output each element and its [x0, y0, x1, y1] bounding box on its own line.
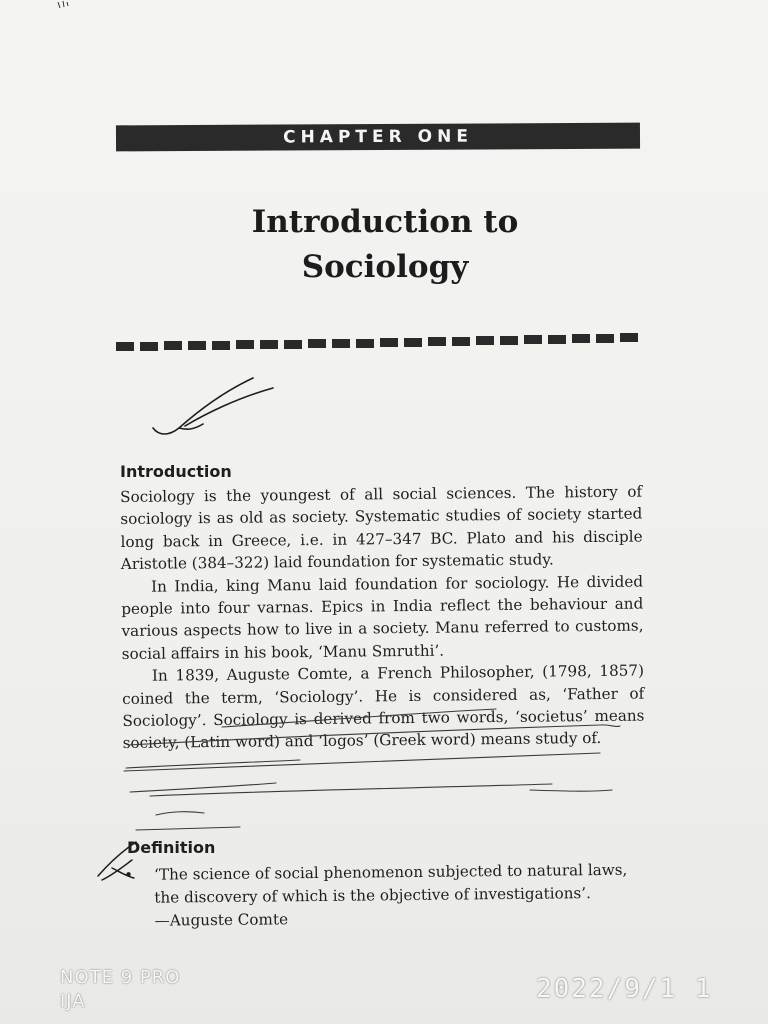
- dashed-divider: [116, 330, 640, 352]
- paragraph-2: In India, king Manu laid foundation for sociology. He divided people into four varnas. Epics in India reflect the behaviour and various aspects how to live in a society. Manu referred to customs, social affairs in his book, ‘Manu Smruthi’.: [121, 572, 644, 663]
- device-brand: IJA: [60, 991, 86, 1012]
- chapter-banner: [116, 123, 640, 152]
- definition-list: [124, 859, 645, 933]
- device-watermark: [60, 966, 180, 1014]
- paragraph-3: In 1839, Auguste Comte, a French Philosopher, (1798, 1857) coined the term, ‘Sociology’. He is considered as, ‘Father of Sociology’. Sociology is derived from two words, ‘societus’ means society, (Latin word) and ‘logos’ (Greek word) means study of.: [122, 661, 645, 753]
- handwritten-checkmark: [145, 370, 285, 445]
- title-line-2: Sociology: [301, 249, 469, 285]
- introduction-heading: Introduction: [120, 462, 232, 481]
- corner-ink-mark: [56, 0, 76, 10]
- bullet-icon: •: [124, 865, 134, 884]
- definition-quote: ‘The science of social phenomenon subjected to natural laws, the discovery of which is the objective of investigations’.: [154, 860, 628, 907]
- paragraph-1: Sociology is the youngest of all social sciences. The history of sociology is as old as society. Systematic studies of society started long back in Greece, i.e. in 427–347 BC. Plato and his disciple Aristotle (384–322) laid foundation for systematic study.: [120, 482, 643, 574]
- definition-heading: Definition: [127, 838, 216, 857]
- timestamp-watermark: 2022/9/1 1: [536, 974, 713, 1004]
- title-line-1: Introduction to: [251, 204, 519, 240]
- definition-author: —Auguste Comte: [154, 910, 289, 930]
- chapter-title: [150, 200, 620, 290]
- introduction-body: [120, 481, 645, 755]
- chapter-label: CHAPTER ONE: [283, 126, 473, 148]
- device-model: NOTE 9 PRO: [60, 967, 181, 988]
